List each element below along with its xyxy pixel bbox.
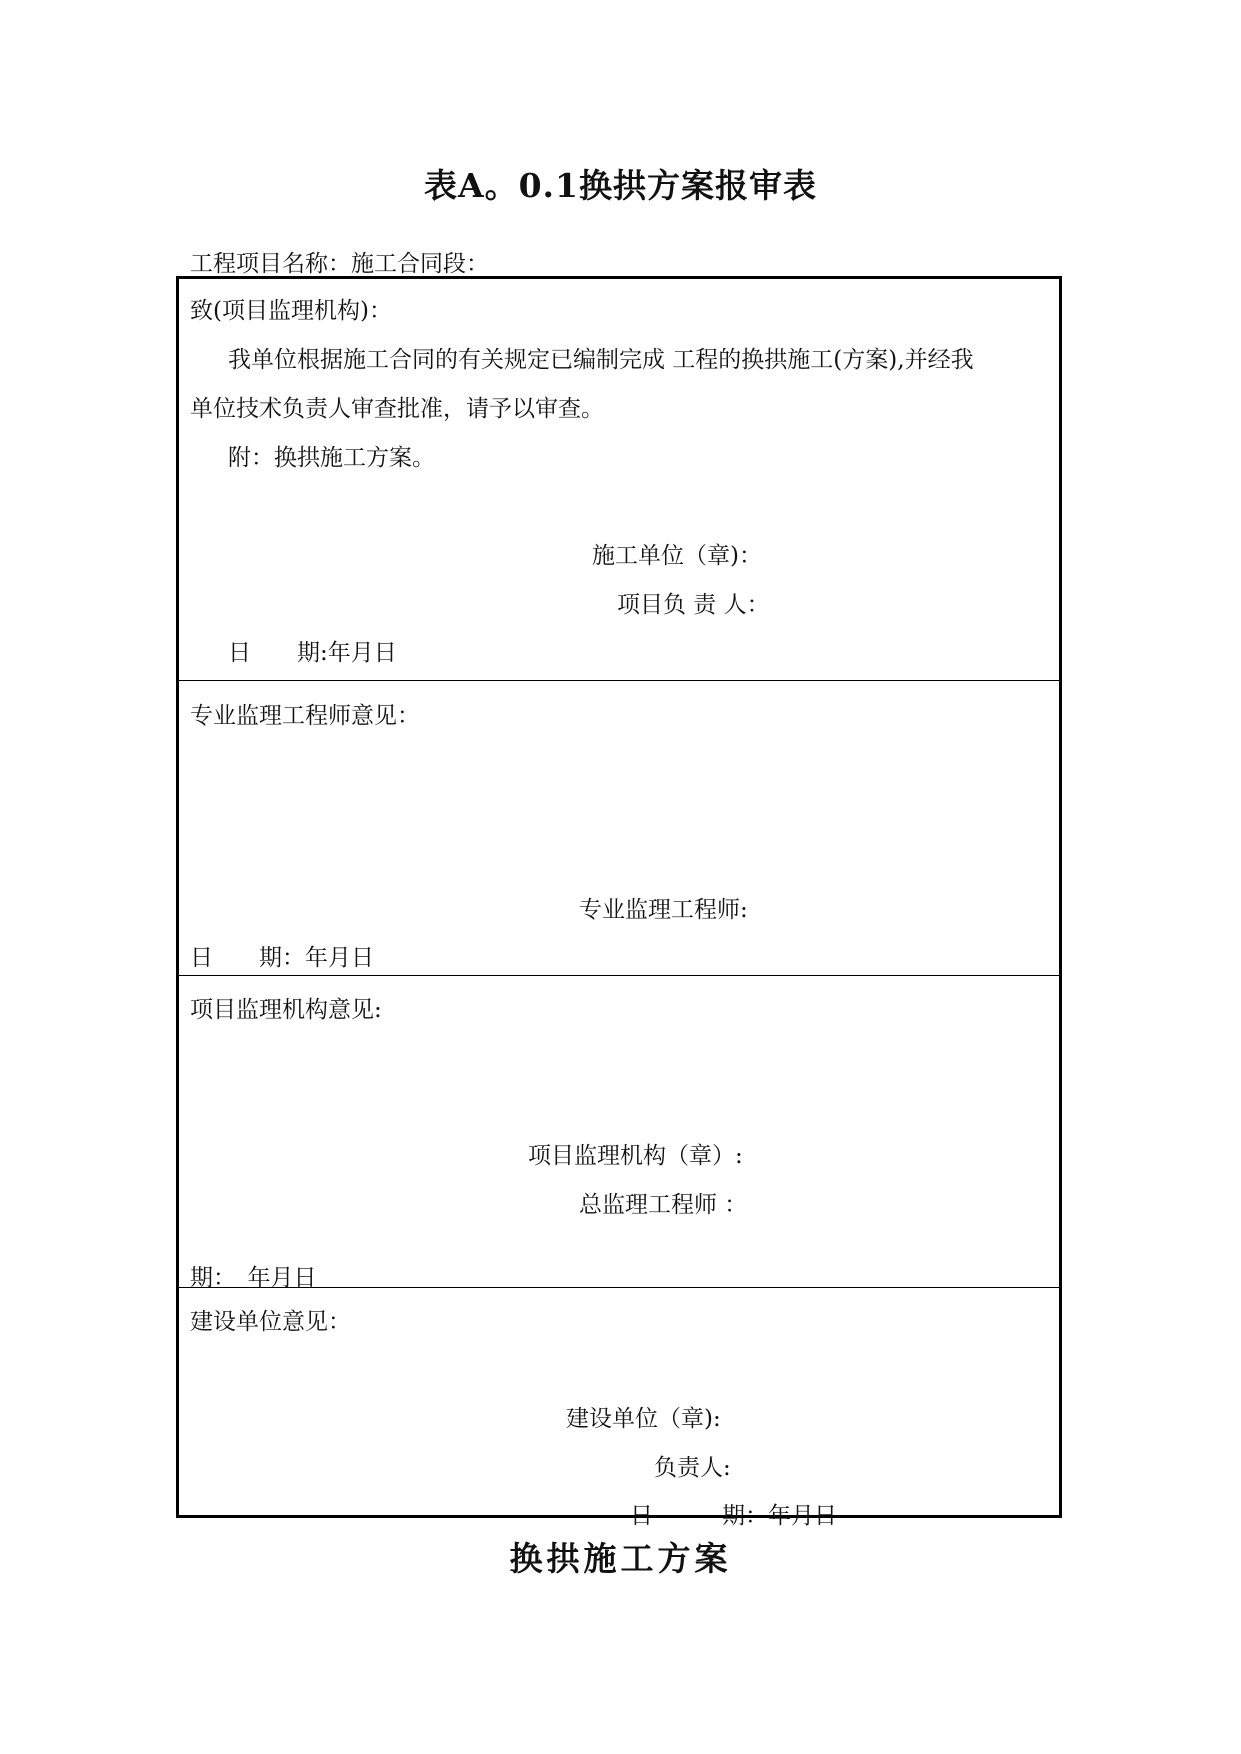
row-divider	[176, 975, 1062, 976]
owner-seal-label: 建设单位（章):	[566, 1406, 721, 1432]
owner-responsible-label: 负责人:	[654, 1455, 731, 1481]
chief-engineer-label: 总监理工程师 ：	[579, 1192, 748, 1218]
supervision-date-label: 期： 年月日	[190, 1265, 317, 1291]
submission-body-line-2: 单位技术负责人审查批准，请予以审查。	[190, 396, 604, 422]
contractor-seal-label: 施工单位（章)：	[592, 543, 762, 569]
row-divider	[176, 680, 1062, 681]
addressee-label: 致(项目监理机构)：	[190, 298, 392, 324]
form-title: 表A。0.1换拱方案报审表	[423, 166, 817, 205]
project-name-line: 工程项目名称：施工合同段：	[190, 251, 489, 277]
submission-body-line-1: 我单位根据施工合同的有关规定已编制完成 工程的换拱施工(方案),并经我	[228, 347, 974, 373]
engineer-opinion-heading: 专业监理工程师意见：	[190, 703, 420, 729]
plan-heading: 换拱施工方案	[509, 1539, 732, 1578]
project-manager-label: 项目负 责 人：	[617, 592, 770, 618]
attachment-line: 附：换拱施工方案。	[228, 445, 435, 471]
engineer-signature-label: 专业监理工程师:	[579, 897, 748, 923]
engineer-date-label: 日 期：年月日	[190, 945, 374, 971]
supervision-seal-label: 项目监理机构（章）:	[528, 1143, 743, 1169]
owner-date-label: 日 期：年月日	[630, 1503, 837, 1529]
owner-opinion-heading: 建设单位意见：	[190, 1309, 351, 1335]
submission-date-label: 日 期:年月日	[228, 640, 397, 666]
supervision-opinion-heading: 项目监理机构意见:	[190, 997, 382, 1023]
